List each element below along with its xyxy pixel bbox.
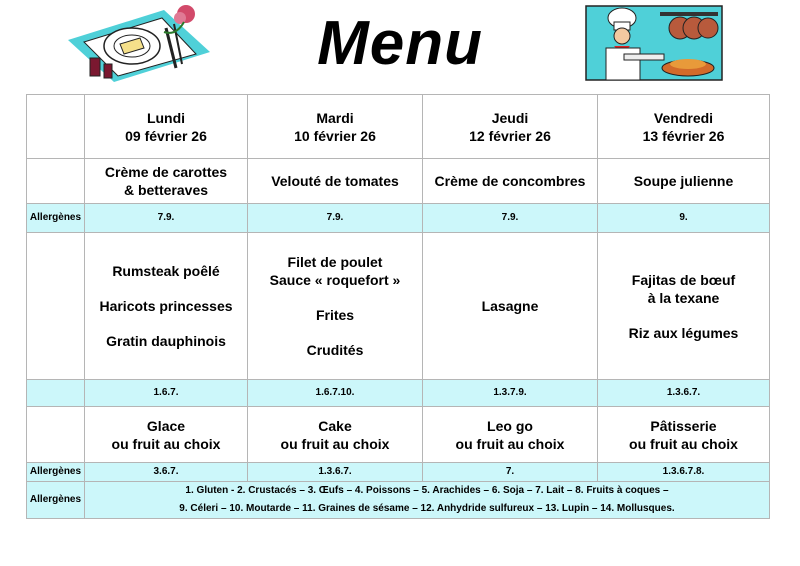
starter-cell: Crème de concombres (423, 159, 598, 204)
allergen-codes: 7.9. (85, 204, 248, 233)
chef-cooking-illustration (584, 2, 724, 84)
allergen-codes: 1.3.6.7.8. (598, 463, 770, 482)
allergen-codes: 1.3.6.7. (248, 463, 423, 482)
main-course-cell: Lasagne (423, 233, 598, 380)
allergen-codes: 1.3.6.7. (598, 380, 770, 407)
allergen-label: Allergènes (27, 482, 85, 519)
dessert-allergen-row (27, 463, 770, 482)
day-name: Vendredi (653, 109, 714, 126)
allergen-codes: 3.6.7. (85, 463, 248, 482)
corner-cell (27, 95, 85, 159)
allergen-label: Allergènes (27, 204, 85, 233)
page-title: Menu (317, 9, 483, 78)
main-allergen-row (27, 380, 770, 407)
allergen-codes: 7.9. (248, 204, 423, 233)
main-course-cell: Fajitas de bœuf à la texane Riz aux légumes (598, 233, 770, 380)
allergen-codes: 1.6.7. (85, 380, 248, 407)
day-date: 13 février 26 (642, 127, 725, 144)
main-course-cell: Rumsteak poêlé Haricots princesses Gratin dauphinois (85, 233, 248, 380)
day-name: Lundi (146, 109, 186, 126)
starter-allergen-row (27, 204, 770, 233)
dessert-row (27, 407, 770, 463)
main-course-row (27, 233, 770, 380)
day-name: Jeudi (491, 109, 529, 126)
day-header (423, 95, 598, 159)
starter-row (27, 159, 770, 204)
allergen-label: Allergènes (27, 463, 85, 482)
starter-cell: Soupe julienne (598, 159, 770, 204)
day-date: 12 février 26 (469, 127, 551, 144)
dessert-cell: Glace ou fruit au choix (85, 407, 248, 463)
allergen-codes: 9. (598, 204, 770, 233)
allergen-legend: 1. Gluten - 2. Crustacés – 3. Œufs – 4. Poissons – 5. Arachides – 6. Soja – 7. Lait – 8. Fruits à coques – 9. Céleri – 10. Moutarde – 11. Graines de sésame – 12. Anhydride sulfureux – 13. Lupin – 14. Mollusques. (85, 482, 770, 519)
dessert-cell: Leo go ou fruit au choix (423, 407, 598, 463)
starter-cell: Velouté de tomates (248, 159, 423, 204)
day-header (248, 95, 423, 159)
starter-cell: Crème de carottes & betteraves (85, 159, 248, 204)
day-header (85, 95, 248, 159)
allergen-legend-row (27, 482, 770, 519)
allergen-codes: 1.3.7.9. (423, 380, 598, 407)
menu-table (26, 94, 770, 519)
day-header (598, 95, 770, 159)
day-date: 09 février 26 (125, 127, 207, 144)
dessert-cell: Cake ou fruit au choix (248, 407, 423, 463)
allergen-codes: 1.6.7.10. (248, 380, 423, 407)
table-setting-illustration (64, 2, 214, 88)
allergen-codes: 7.9. (423, 204, 598, 233)
main-course-cell: Filet de poulet Sauce « roquefort » Frites Crudités (248, 233, 423, 380)
dessert-cell: Pâtisserie ou fruit au choix (598, 407, 770, 463)
allergen-codes: 7. (423, 463, 598, 482)
day-name: Mardi (316, 109, 354, 126)
days-header-row (27, 95, 770, 159)
day-date: 10 février 26 (294, 127, 376, 144)
